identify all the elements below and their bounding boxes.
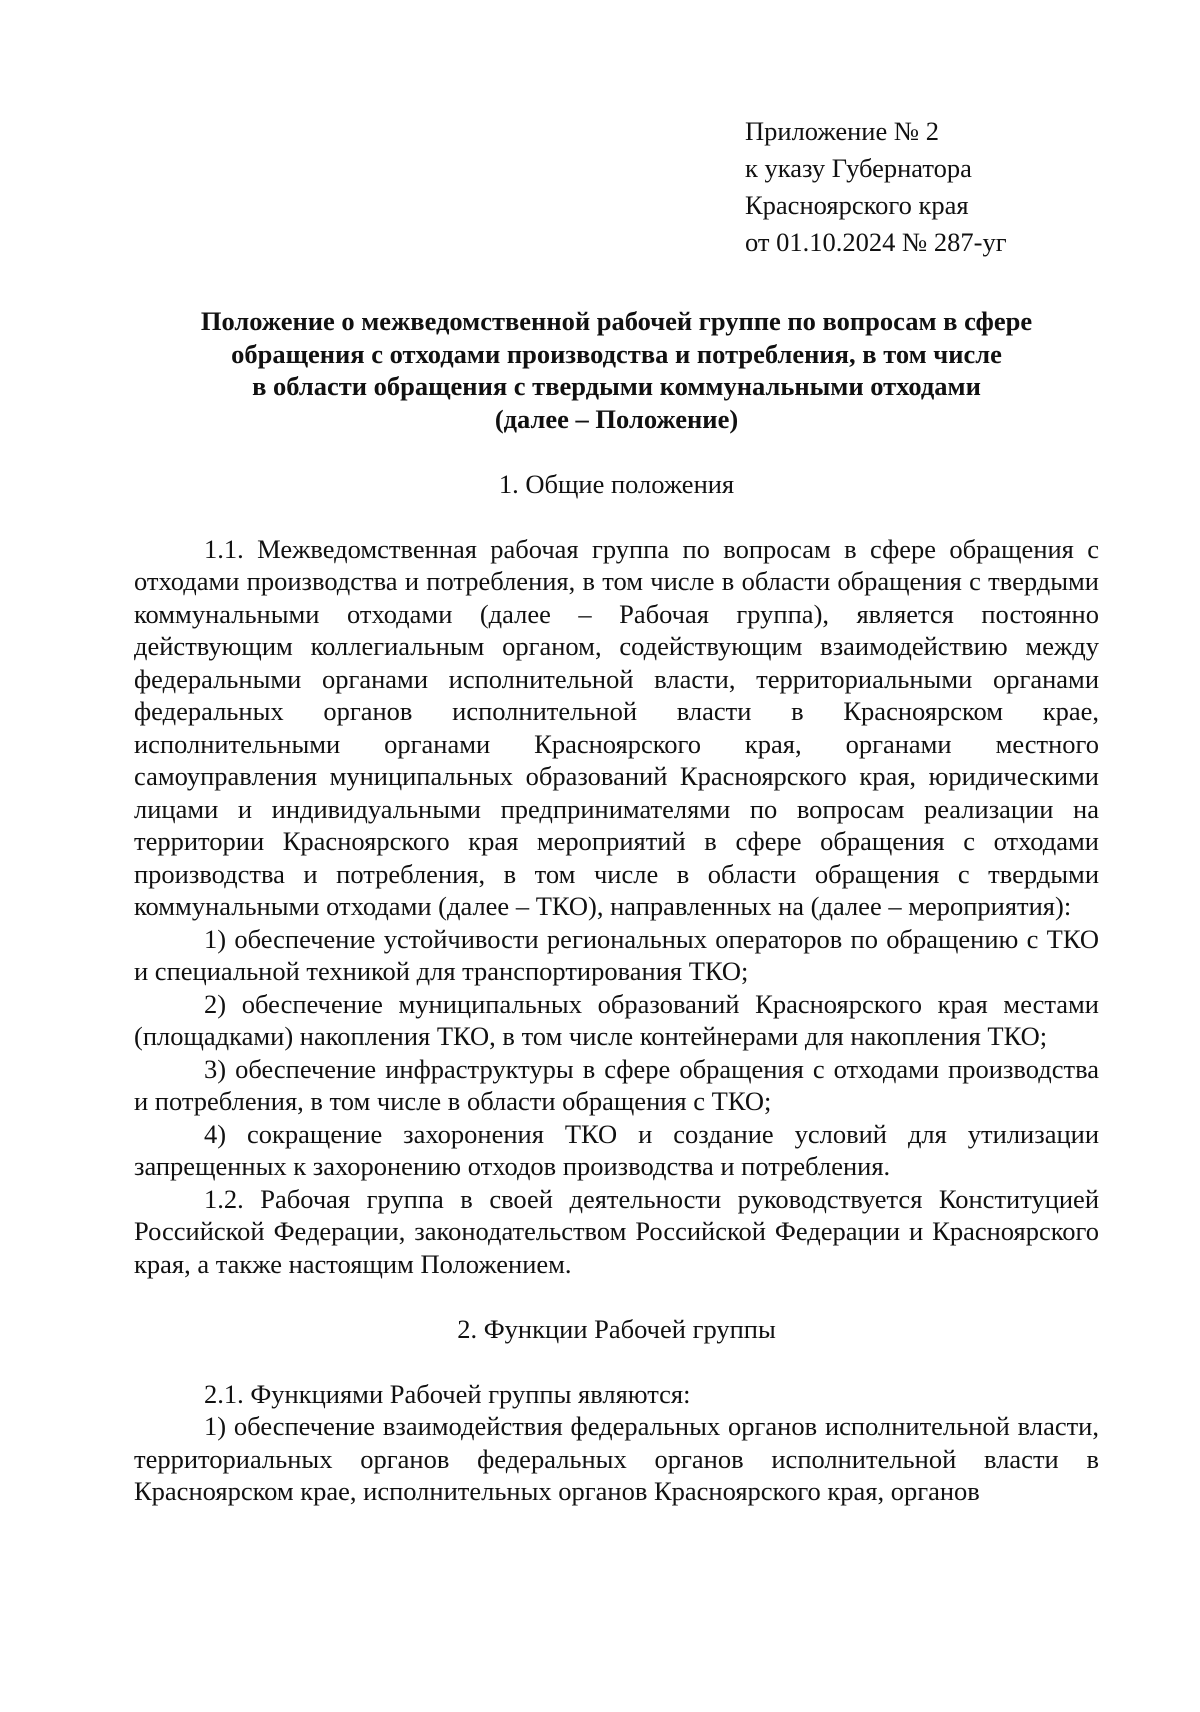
list-item-1: 1) обеспечение устойчивости региональных операторов по обращению с ТКО и специальной техникой для транспортирования ТКО; bbox=[134, 923, 1099, 986]
appendix-decree-ref: к указу Губернатора bbox=[745, 153, 972, 183]
paragraph-2-1: 2.1. Функциями Рабочей группы являются: bbox=[204, 1378, 691, 1409]
title-line: Положение о межведомственной рабочей группе по вопросам в сфере bbox=[200, 306, 1033, 336]
title-line: обращения с отходами производства и потребления, в том числе bbox=[231, 338, 1002, 369]
appendix-region: Красноярского края bbox=[745, 190, 969, 220]
appendix-number: Приложение № 2 bbox=[745, 116, 940, 146]
list-item-functions-1: 1) обеспечение взаимодействия федеральных органов исполнительной власти, территориальных органов федеральных органов исполнительной власти в Красноярском крае, исполнительных органов Красноярского края, органов bbox=[134, 1411, 1099, 1506]
list-item-2: 2) обеспечение муниципальных образований Красноярского края местами (площадками) накопления ТКО, в том числе контейнерами для накопления ТКО; bbox=[134, 988, 1099, 1051]
title-line: в области обращения с твердыми коммунальными отходами bbox=[252, 371, 981, 401]
appendix-header bbox=[745, 113, 1007, 261]
title-line: (далее – Положение) bbox=[494, 403, 739, 434]
list-item-4: 4) сокращение захоронения ТКО и создание условий для утилизации запрещенных к захоронению отходов производства и потребления. bbox=[134, 1118, 1099, 1181]
document-title bbox=[134, 305, 1099, 435]
document-body bbox=[134, 305, 1099, 1508]
paragraph-1-1: 1.1. Межведомственная рабочая группа по вопросам в сфере обращения с отходами производства и потребления, в том числе в области обращения с твердыми коммунальными отходами (далее – Рабочая группа), является постоянно действующим коллегиальным органом, содействующим взаимодействию между федеральными органами исполнительной власти, территориальными органами федеральных органов исполнительной власти в Красноярском крае, исполнительными органами Красноярского края, органами местного самоуправления муниципальных образований Красноярского края, юридическими лицами и индивидуальными предпринимателями по вопросам реализации на территории Красноярского края мероприятий в сфере обращения с отходами производства и потребления, в том числе в области обращения с твердыми коммунальными отходами (далее – ТКО), направленных на (далее – мероприятия): bbox=[134, 533, 1099, 921]
list-item-3: 3) обеспечение инфраструктуры в сфере обращения с отходами производства и потребления, в том числе в области обращения с ТКО; bbox=[134, 1053, 1099, 1116]
section-heading-functions: 2. Функции Рабочей группы bbox=[457, 1313, 776, 1344]
paragraph-1-2: 1.2. Рабочая группа в своей деятельности руководствуется Конституцией Российской Федерации, законодательством Российской Федерации и Красноярского края, а также настоящим Положением. bbox=[134, 1183, 1099, 1279]
appendix-date: от 01.10.2024 № 287-уг bbox=[745, 227, 1007, 257]
section-heading-general: 1. Общие положения bbox=[498, 468, 735, 499]
